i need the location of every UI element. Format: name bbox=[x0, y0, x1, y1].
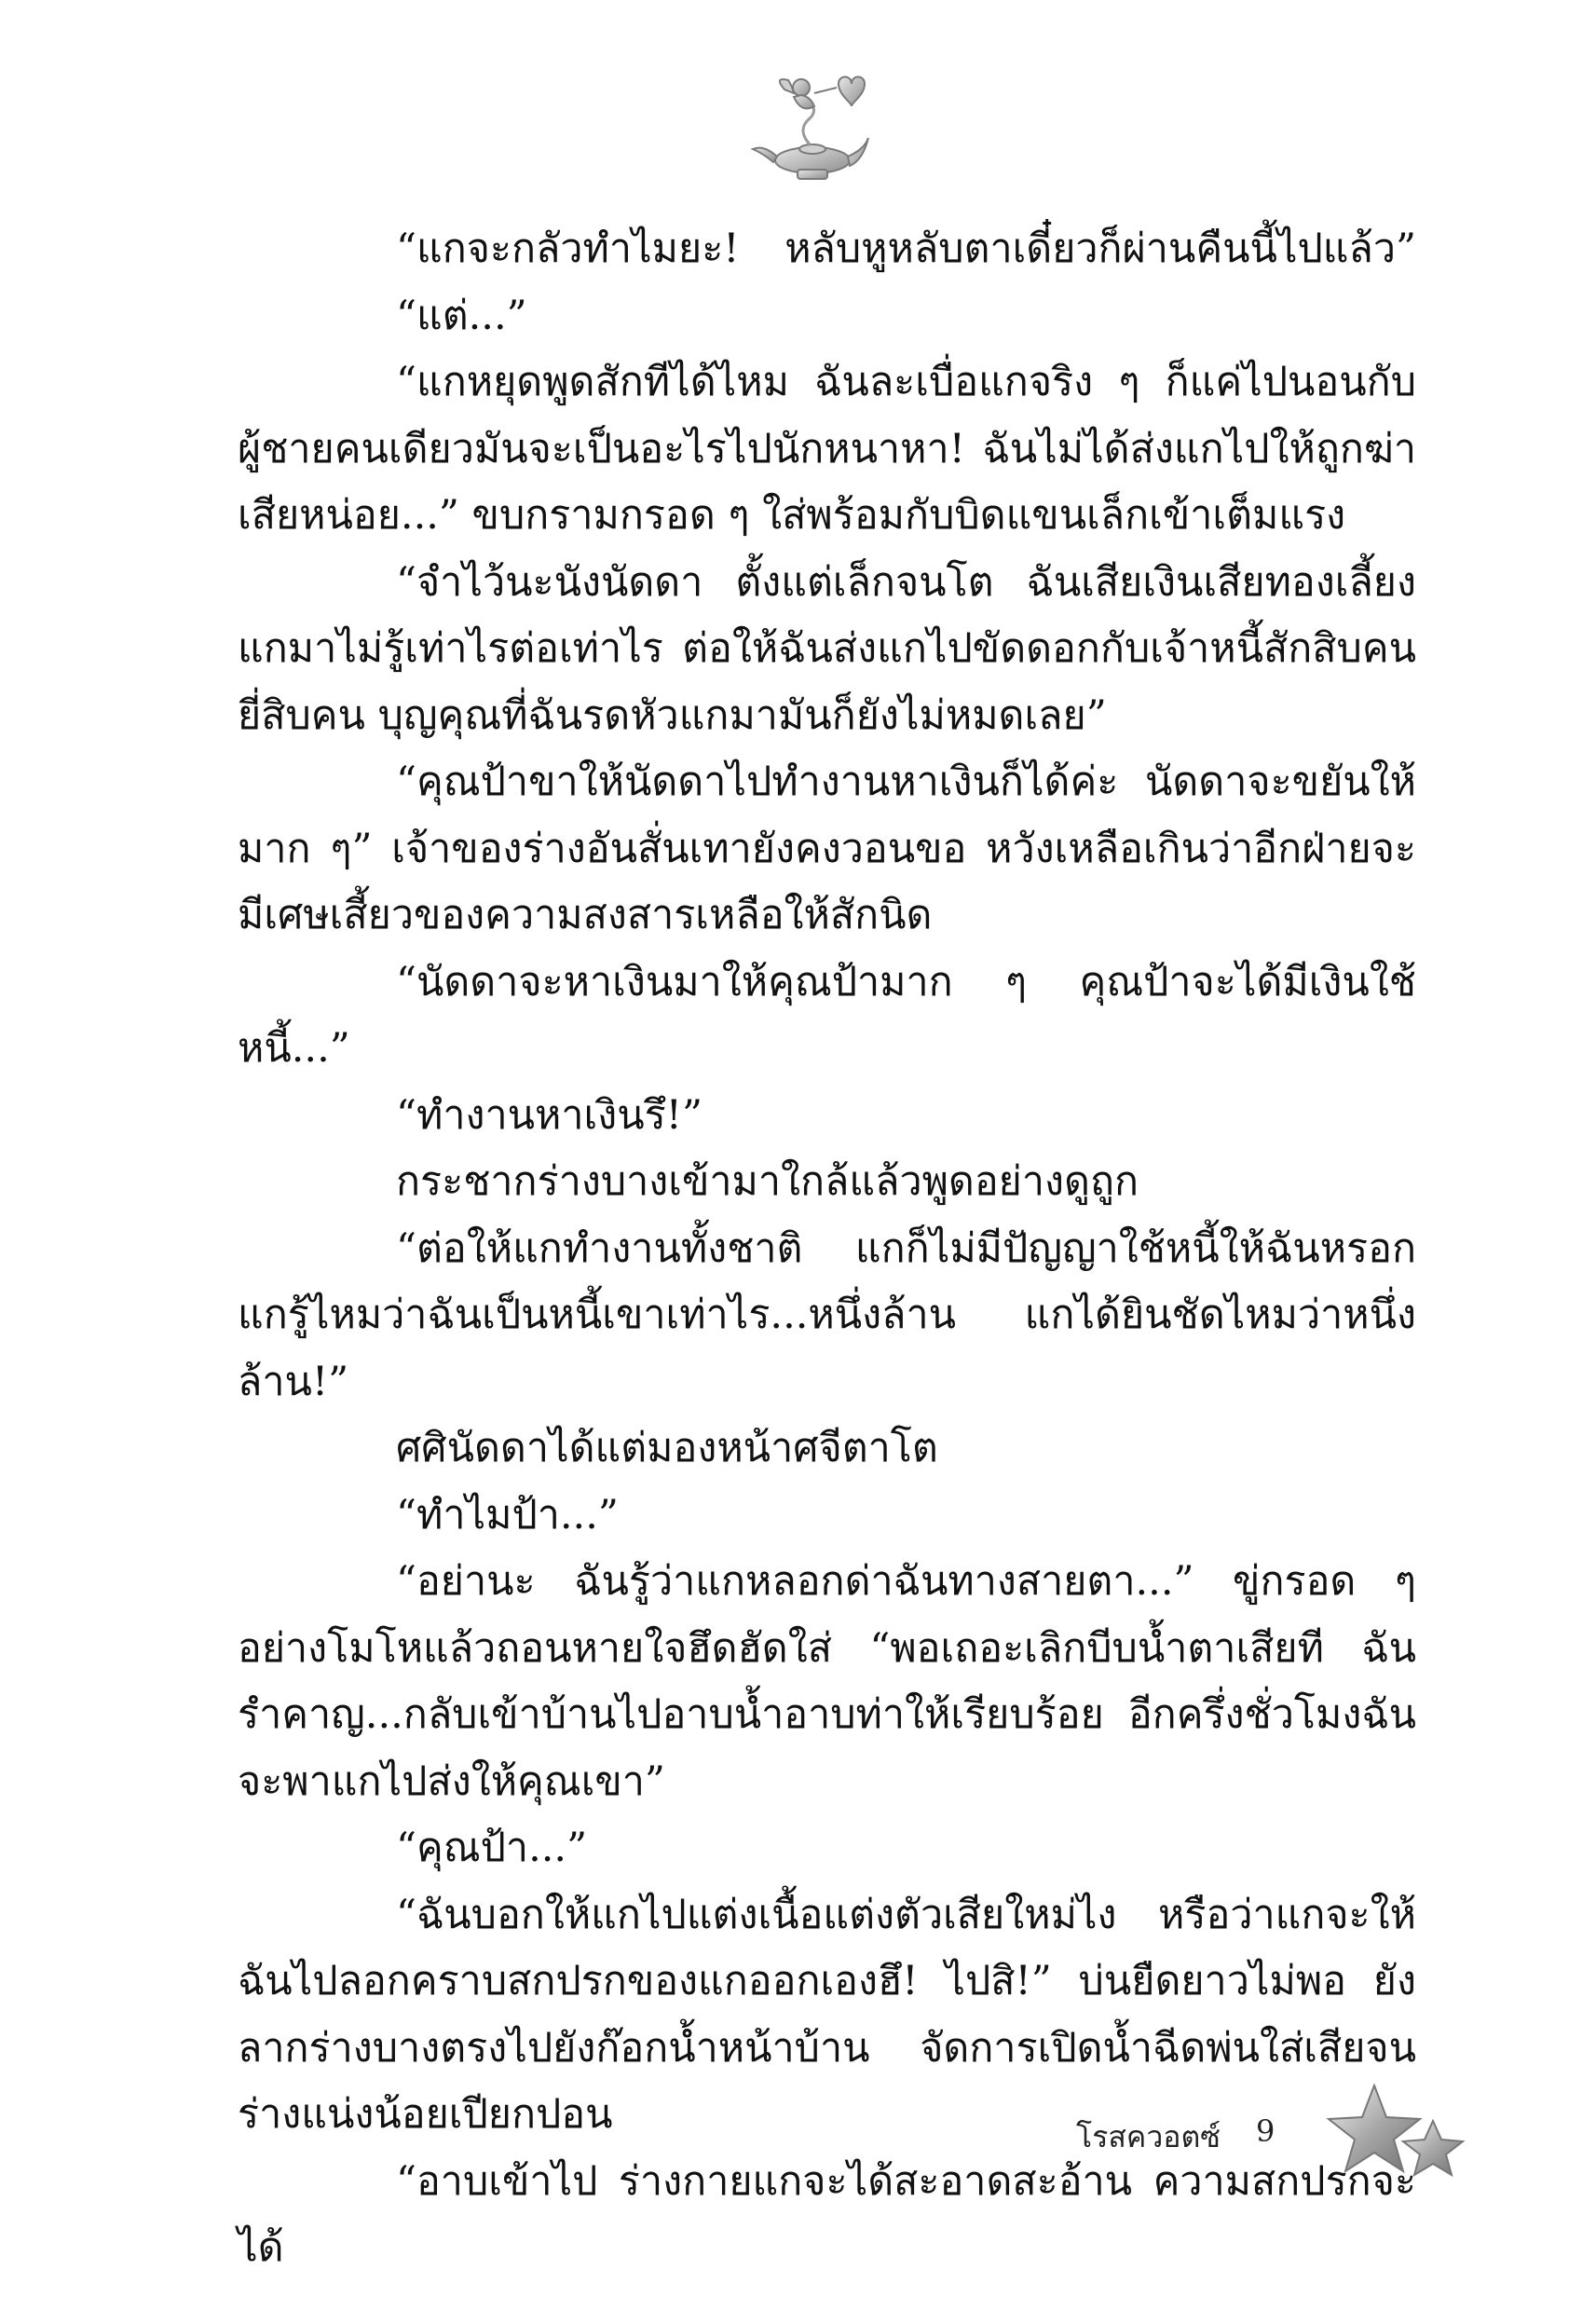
genie-lamp-icon bbox=[745, 56, 885, 196]
paragraph: “ทำงานหาเงินรึ!” bbox=[396, 1091, 703, 1139]
story-text bbox=[238, 216, 1416, 2282]
paragraph: “คุณป้าขาให้นัดดาไปทำงานหาเงินก็ได้ค่ะ นัดดาจะขยันให้มาก ๆ” เจ้าของร่างอันสั่นเทายังคงวอนขอ หวังเหลือเกินว่าอีกฝ่ายจะมีเศษเสี้ยวของความสงสารเหลือให้สักนิด bbox=[238, 759, 1416, 938]
paragraph: “ทำไมป้า...” bbox=[396, 1491, 619, 1538]
page-footer bbox=[1044, 2078, 1491, 2190]
paragraph: “จำไว้นะนังนัดดา ตั้งแต่เล็กจนโต ฉันเสียเงินเสียทองเลี้ยงแกมาไม่รู้เท่าไรต่อเท่าไร ต่อให้ฉันส่งแกไปขัดดอกกับเจ้าหนี้สักสิบคนยี่สิบคน บุญคุณที่ฉันรดหัวแกมามันก็ยังไม่หมดเลย” bbox=[238, 558, 1416, 739]
paragraph: “อาบเข้าไป ร่างกายแกจะได้สะอาดสะอ้าน ความสกปรกจะได้ bbox=[238, 2157, 1416, 2271]
paragraph: “ฉันบอกให้แกไปแต่งเนื้อแต่งตัวเสียใหม่ไง หรือว่าแกจะให้ฉันไปลอกคราบสกปรกของแกออกเองฮึ! ไปสิ!” บ่นยืดยาวไม่พอ ยังลากร่างบางตรงไปยังก๊อกน้ำหน้าบ้าน จัดการเปิดน้ำฉีดพ่นใส่เสียจนร่างแน่งน้อยเปียกปอน bbox=[238, 1891, 1416, 2138]
paragraph: “แกจะกลัวทำไมยะ! หลับหูหลับตาเดี๋ยวก็ผ่านคืนนี้ไปแล้ว” bbox=[396, 226, 1416, 272]
paragraph: “แต่...” bbox=[396, 292, 527, 339]
paragraph: “นัดดาจะหาเงินมาให้คุณป้ามาก ๆ คุณป้าจะได้มีเงินใช้หนี้...” bbox=[238, 958, 1416, 1072]
page-number: 9 bbox=[1256, 2113, 1275, 2149]
paragraph: “แกหยุดพูดสักทีได้ไหม ฉันละเบื่อแกจริง ๆ ก็แค่ไปนอนกับผู้ชายคนเดียวมันจะเป็นอะไรไปนักหนาหา! ฉันไม่ได้ส่งแกไปให้ถูกฆ่าเสียหน่อย...” ขบกรามกรอด ๆ ใส่พร้อมกับบิดแขนเล็กเข้าเต็มแรง bbox=[238, 359, 1416, 539]
paragraph: ศศินัดดาได้แต่มองหน้าศจีตาโต bbox=[396, 1425, 938, 1471]
book-title: โรสควอตซ์ bbox=[1076, 2119, 1221, 2154]
paragraph: “คุณป้า...” bbox=[396, 1825, 588, 1871]
paragraph: “อย่านะ ฉันรู้ว่าแกหลอกด่าฉันทางสายตา...” ขู่กรอด ๆ อย่างโมโหแล้วถอนหายใจฮึดฮัดใส่ “พอเถอะเลิกบีบน้ำตาเสียที ฉันรำคาญ...กลับเข้าบ้านไปอาบน้ำอาบท่าให้เรียบร้อย อีกครึ่งชั่วโมงฉันจะพาแกไปส่งให้คุณเขา” bbox=[238, 1558, 1416, 1805]
paragraph: กระชากร่างบางเข้ามาใกล้แล้วพูดอย่างดูถูก bbox=[396, 1158, 1139, 1205]
stars-icon bbox=[1323, 2078, 1491, 2190]
paragraph: “ต่อให้แกทำงานทั้งชาติ แกก็ไม่มีปัญญาใช้หนี้ให้ฉันหรอก แกรู้ไหมว่าฉันเป็นหนี้เขาเท่าไร...หนึ่งล้าน แกได้ยินชัดไหมว่าหนึ่งล้าน!” bbox=[238, 1224, 1416, 1405]
